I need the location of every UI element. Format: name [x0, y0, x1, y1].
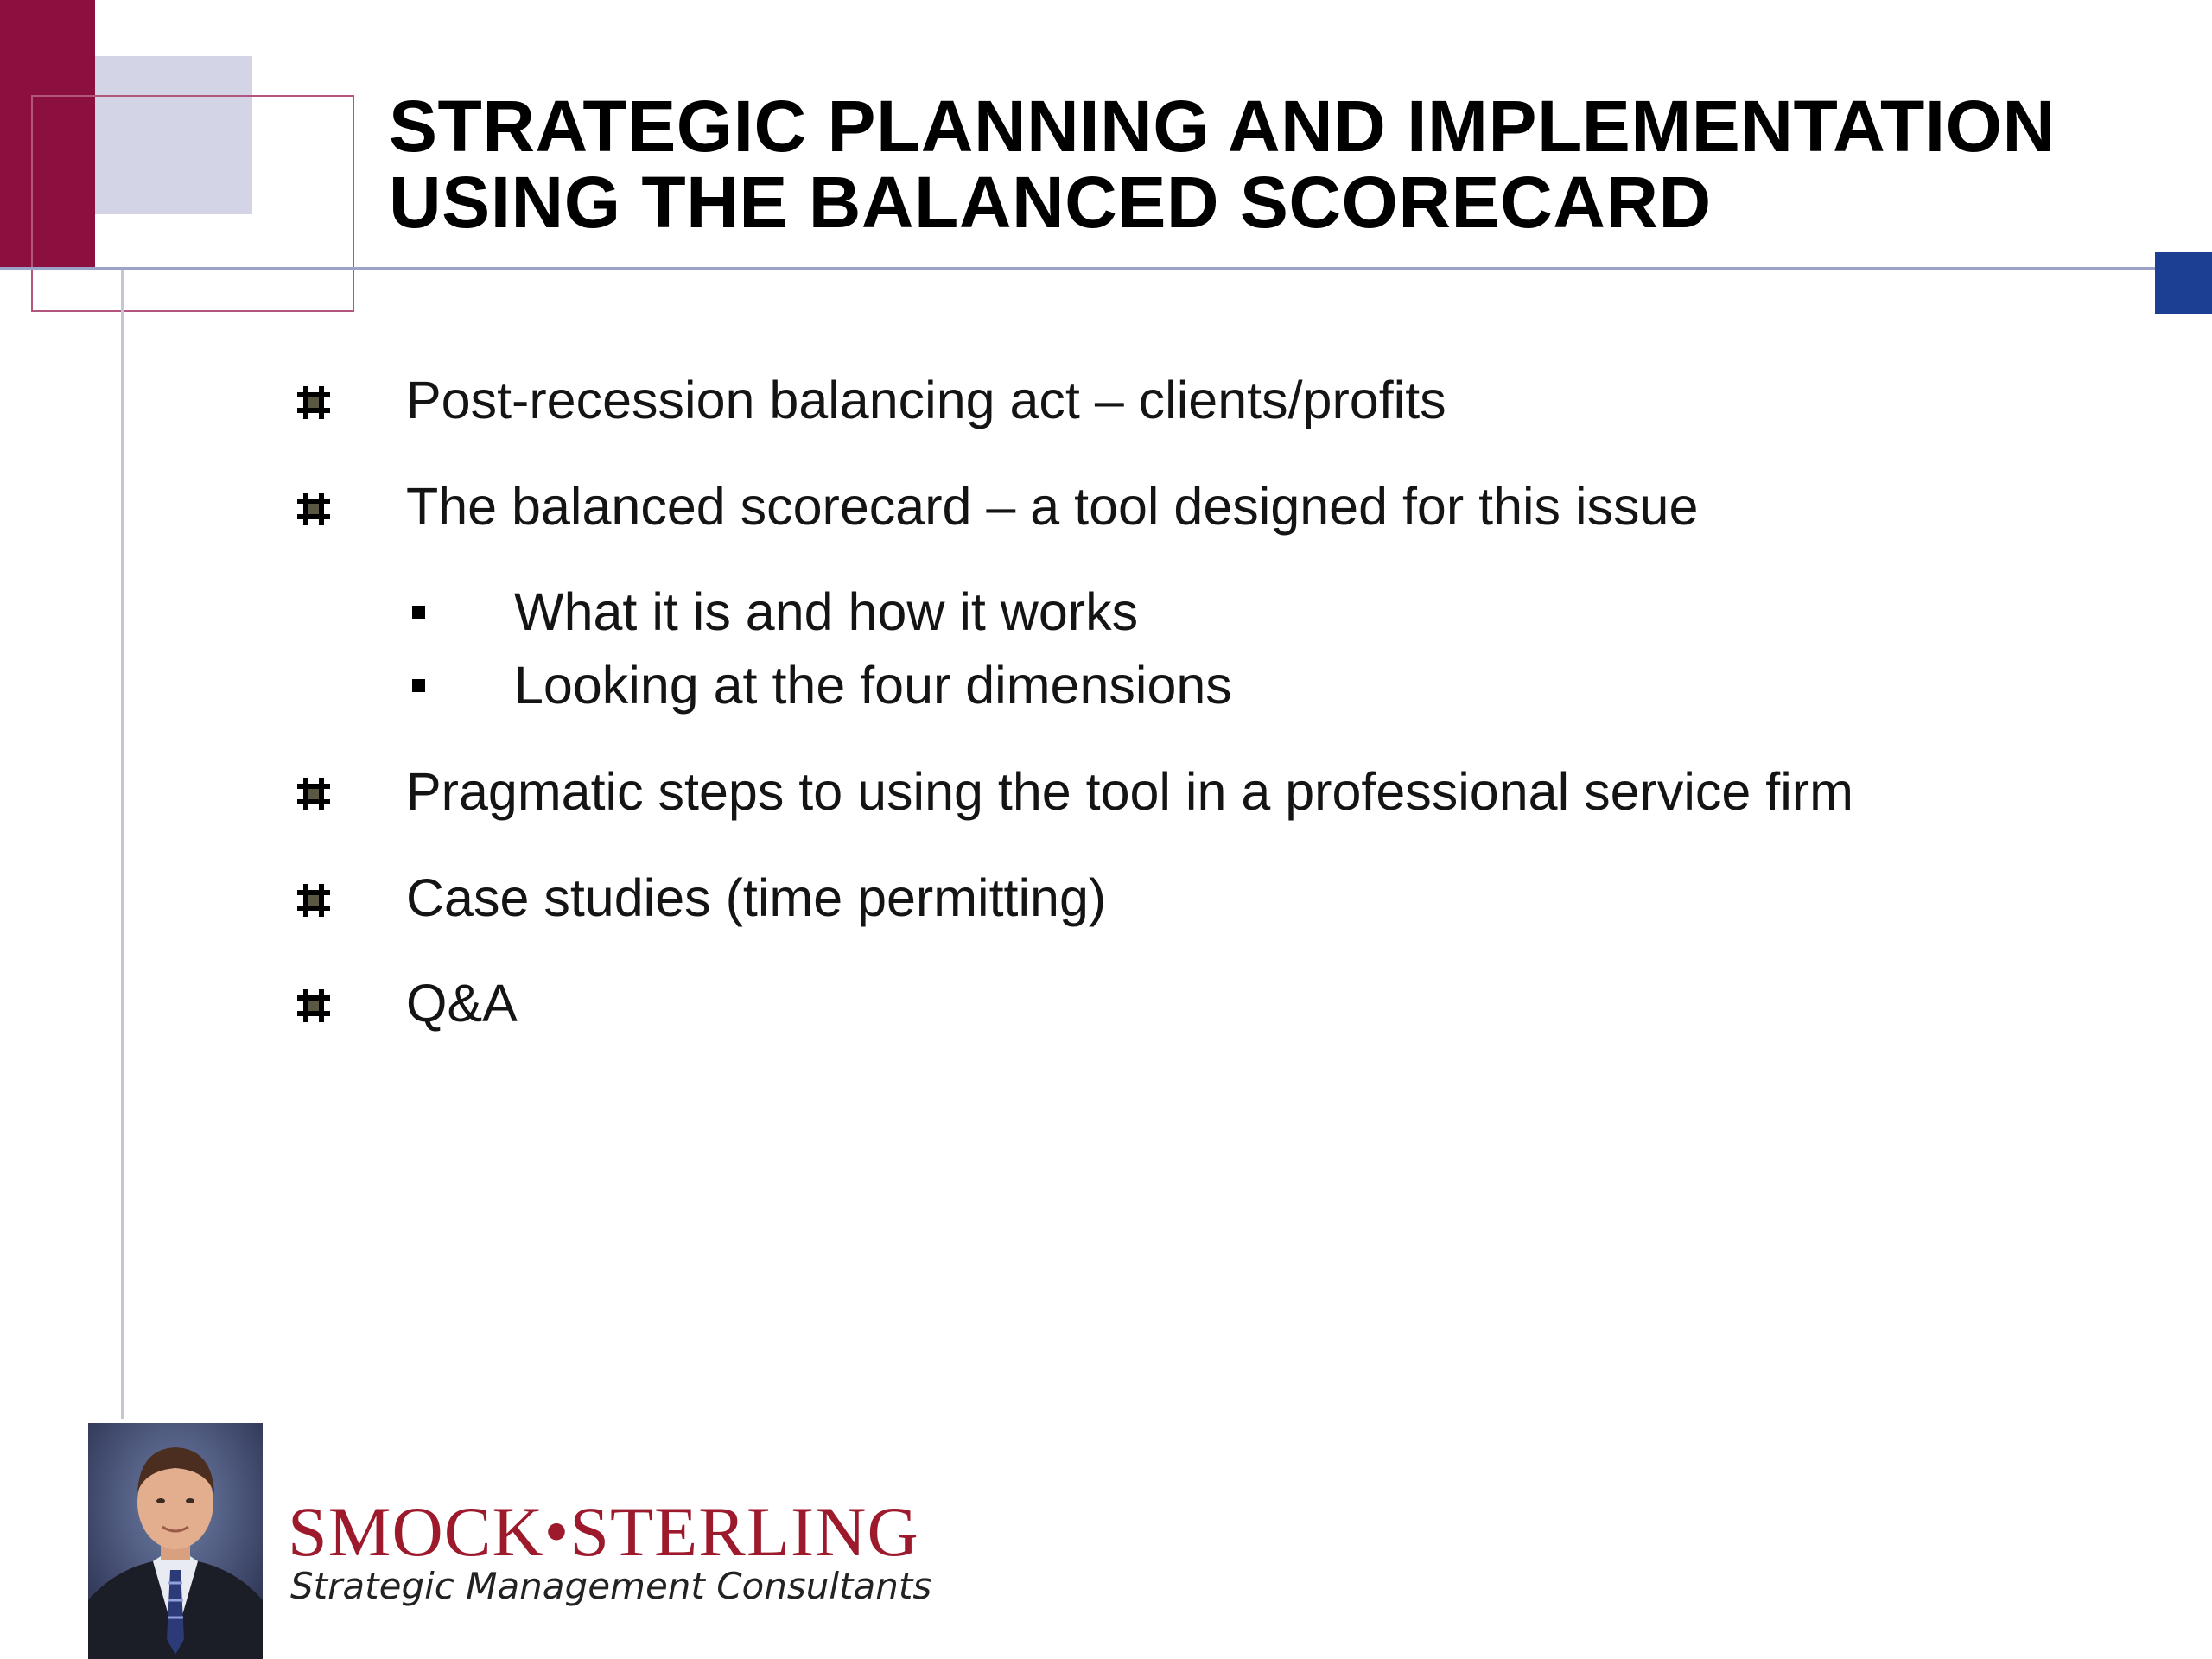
bullet-text: Case studies (time permitting) — [406, 868, 1107, 927]
vertical-divider-line — [121, 270, 124, 1419]
hash-bullet-icon — [296, 882, 332, 918]
sub-bullet-item — [0, 577, 2212, 646]
hash-bullet-icon — [296, 776, 332, 812]
bullet-text: The balanced scorecard – a tool designed for this issue — [406, 477, 1699, 536]
square-bullet-icon — [412, 679, 425, 692]
hash-bullet-icon — [296, 491, 332, 527]
slide-title-line-1: STRATEGIC PLANNING AND IMPLEMENTATION — [389, 86, 2056, 167]
sub-bullet-item — [0, 651, 2212, 720]
hash-bullet-icon — [296, 385, 332, 421]
bullet-item — [0, 365, 2212, 435]
bullet-item — [0, 969, 2212, 1038]
square-bullet-icon — [412, 606, 425, 619]
bullet-item — [0, 472, 2212, 541]
bullet-text: Q&A — [406, 974, 518, 1033]
bullet-item — [0, 863, 2212, 932]
bullet-text: Looking at the four dimensions — [514, 656, 1232, 715]
company-logo-name: SMOCK•STERLING — [288, 1492, 919, 1571]
slide-title-line-2: USING THE BALANCED SCORECARD — [389, 162, 1712, 243]
header-divider-line — [0, 267, 2160, 270]
hash-bullet-icon — [296, 988, 332, 1024]
presenter-portrait — [88, 1423, 263, 1659]
bullet-text: Post-recession balancing act – clients/profits — [406, 371, 1446, 429]
blue-decor-block — [2155, 252, 2212, 314]
company-logo-tagline: Strategic Management Consultants — [290, 1565, 932, 1607]
portrait-image — [88, 1423, 263, 1659]
bullet-item — [0, 757, 2212, 826]
bullet-text: What it is and how it works — [514, 582, 1139, 641]
bullet-text: Pragmatic steps to using the tool in a professional service firm — [406, 762, 1853, 821]
outline-decor-box — [31, 95, 354, 312]
slide-title — [389, 86, 2160, 243]
